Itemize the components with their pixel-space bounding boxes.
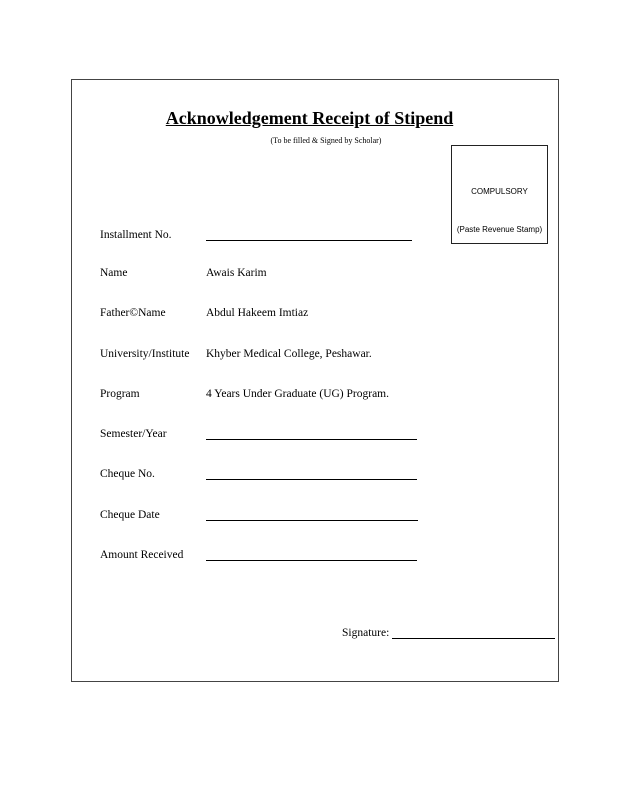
stamp-instruction-text: (Paste Revenue Stamp) [456,225,543,234]
signature-line [392,638,555,639]
field-value: Awais Karim [206,267,267,279]
field-label: Father©Name [100,307,166,319]
document-subtitle: (To be filled & Signed by Scholar) [270,136,382,145]
field-value: Khyber Medical College, Peshawar. [206,348,372,360]
field-label: Semester/Year [100,428,167,440]
stamp-compulsory-text: COMPULSORY [471,187,528,196]
revenue-stamp-box [451,145,548,244]
field-label: Name [100,267,128,279]
document-title: Acknowledgement Receipt of Stipend [165,108,454,128]
field-label: Program [100,388,140,400]
field-label: Cheque No. [100,468,155,480]
field-value: 4 Years Under Graduate (UG) Program. [206,388,389,400]
field-label: Cheque Date [100,509,160,521]
field-label: University/Institute [100,348,190,360]
field-label: Installment No. [100,229,172,241]
blank-line [206,439,417,440]
blank-line [206,560,417,561]
field-value: Abdul Hakeem Imtiaz [206,307,309,319]
field-label: Amount Received [100,549,184,561]
blank-line [206,240,412,241]
blank-line [206,479,417,480]
signature-label: Signature: [342,627,390,639]
blank-line [206,520,418,521]
